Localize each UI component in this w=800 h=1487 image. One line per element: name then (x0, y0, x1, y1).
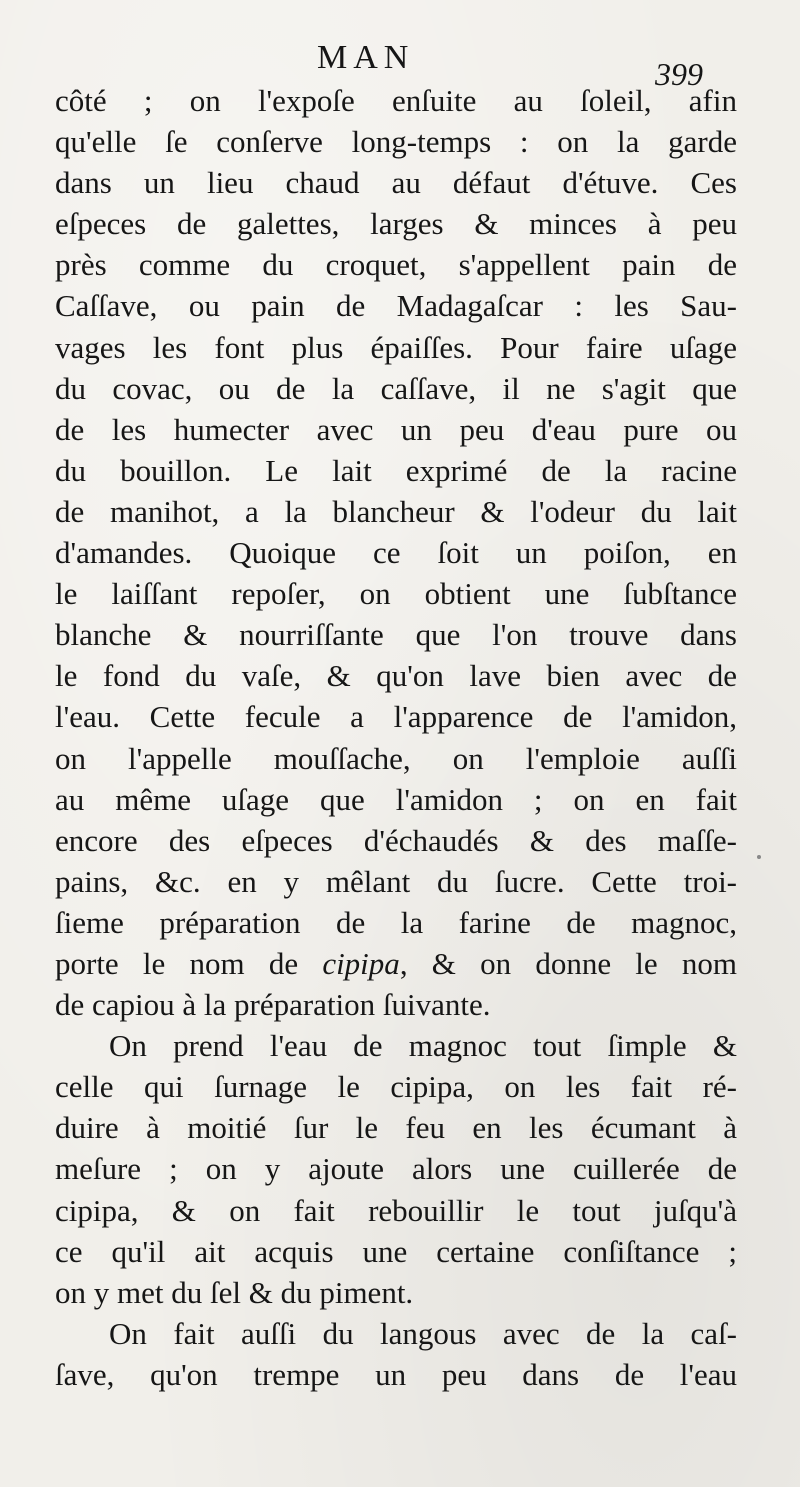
text-line: le laiſſant repoſer, on obtient une ſubſtance (55, 576, 737, 612)
margin-mark (757, 855, 761, 859)
text-line: pains, &c. en y mêlant du ſucre. Cette troi- (55, 863, 737, 899)
text-line: cipipa, & on fait rebouillir le tout juſqu'à (55, 1192, 737, 1228)
text-line: meſure ; on y ajoute alors une cuillerée de (55, 1151, 737, 1187)
text-line: duire à moitié ſur le feu en les écumant à (55, 1110, 737, 1146)
text-line: vages les font plus épaiſſes. Pour faire uſage (55, 329, 737, 365)
text-line: l'eau. Cette fecule a l'apparence de l'amidon, (55, 699, 737, 735)
text-line: blanche & nourriſſante que l'on trouve dans (55, 617, 737, 653)
text-line: le fond du vaſe, & qu'on lave bien avec de (55, 658, 737, 694)
text-line: de manihot, a la blancheur & l'odeur du lait (55, 493, 737, 529)
text-line: de capiou à la préparation ſuivante. (55, 987, 491, 1023)
text-line: On fait auſſi du langous avec de la caſ- (109, 1315, 737, 1351)
text-line: on y met du ſel & du piment. (55, 1274, 414, 1310)
text-line: côté ; on l'expoſe enſuite au ſoleil, afin (55, 83, 737, 118)
running-head-word: MAN (317, 39, 415, 76)
text-line: celle qui ſurnage le cipipa, on les fait ré- (55, 1069, 737, 1105)
text-line: ce qu'il ait acquis une certaine conſiſtance ; (55, 1233, 737, 1269)
text-line: eſpeces de galettes, larges & minces à peu (55, 206, 737, 242)
text-line: On prend l'eau de magnoc tout ſimple & (109, 1028, 737, 1064)
text-line: encore des eſpeces d'échaudés & des maſſe- (55, 822, 737, 858)
text-line: du covac, ou de la caſſave, il ne s'agit que (55, 370, 737, 406)
text-line: porte le nom de cipipa, & on donne le nom (55, 945, 737, 981)
text-line: on l'appelle mouſſache, on l'emploie auſſi (55, 740, 737, 776)
text-line: au même uſage que l'amidon ; on en fait (55, 781, 737, 817)
text-line: qu'elle ſe conſerve long-temps : on la garde (55, 124, 737, 160)
text-line: ſave, qu'on trempe un peu dans de l'eau (55, 1356, 737, 1392)
page-number: 399 (655, 56, 703, 92)
text-line: d'amandes. Quoique ce ſoit un poiſon, en (55, 535, 737, 571)
running-head (0, 36, 800, 92)
body-text (55, 80, 737, 1395)
text-line: ſieme préparation de la farine de magnoc, (55, 904, 737, 940)
text-line: dans un lieu chaud au défaut d'étuve. Ces (55, 165, 737, 201)
text-line: du bouillon. Le lait exprimé de la racine (55, 452, 737, 488)
text-line: près comme du croquet, s'appellent pain de (55, 247, 737, 283)
text-line: Caſſave, ou pain de Madagaſcar : les Sau- (55, 288, 737, 324)
text-line: de les humecter avec un peu d'eau pure ou (55, 411, 737, 447)
